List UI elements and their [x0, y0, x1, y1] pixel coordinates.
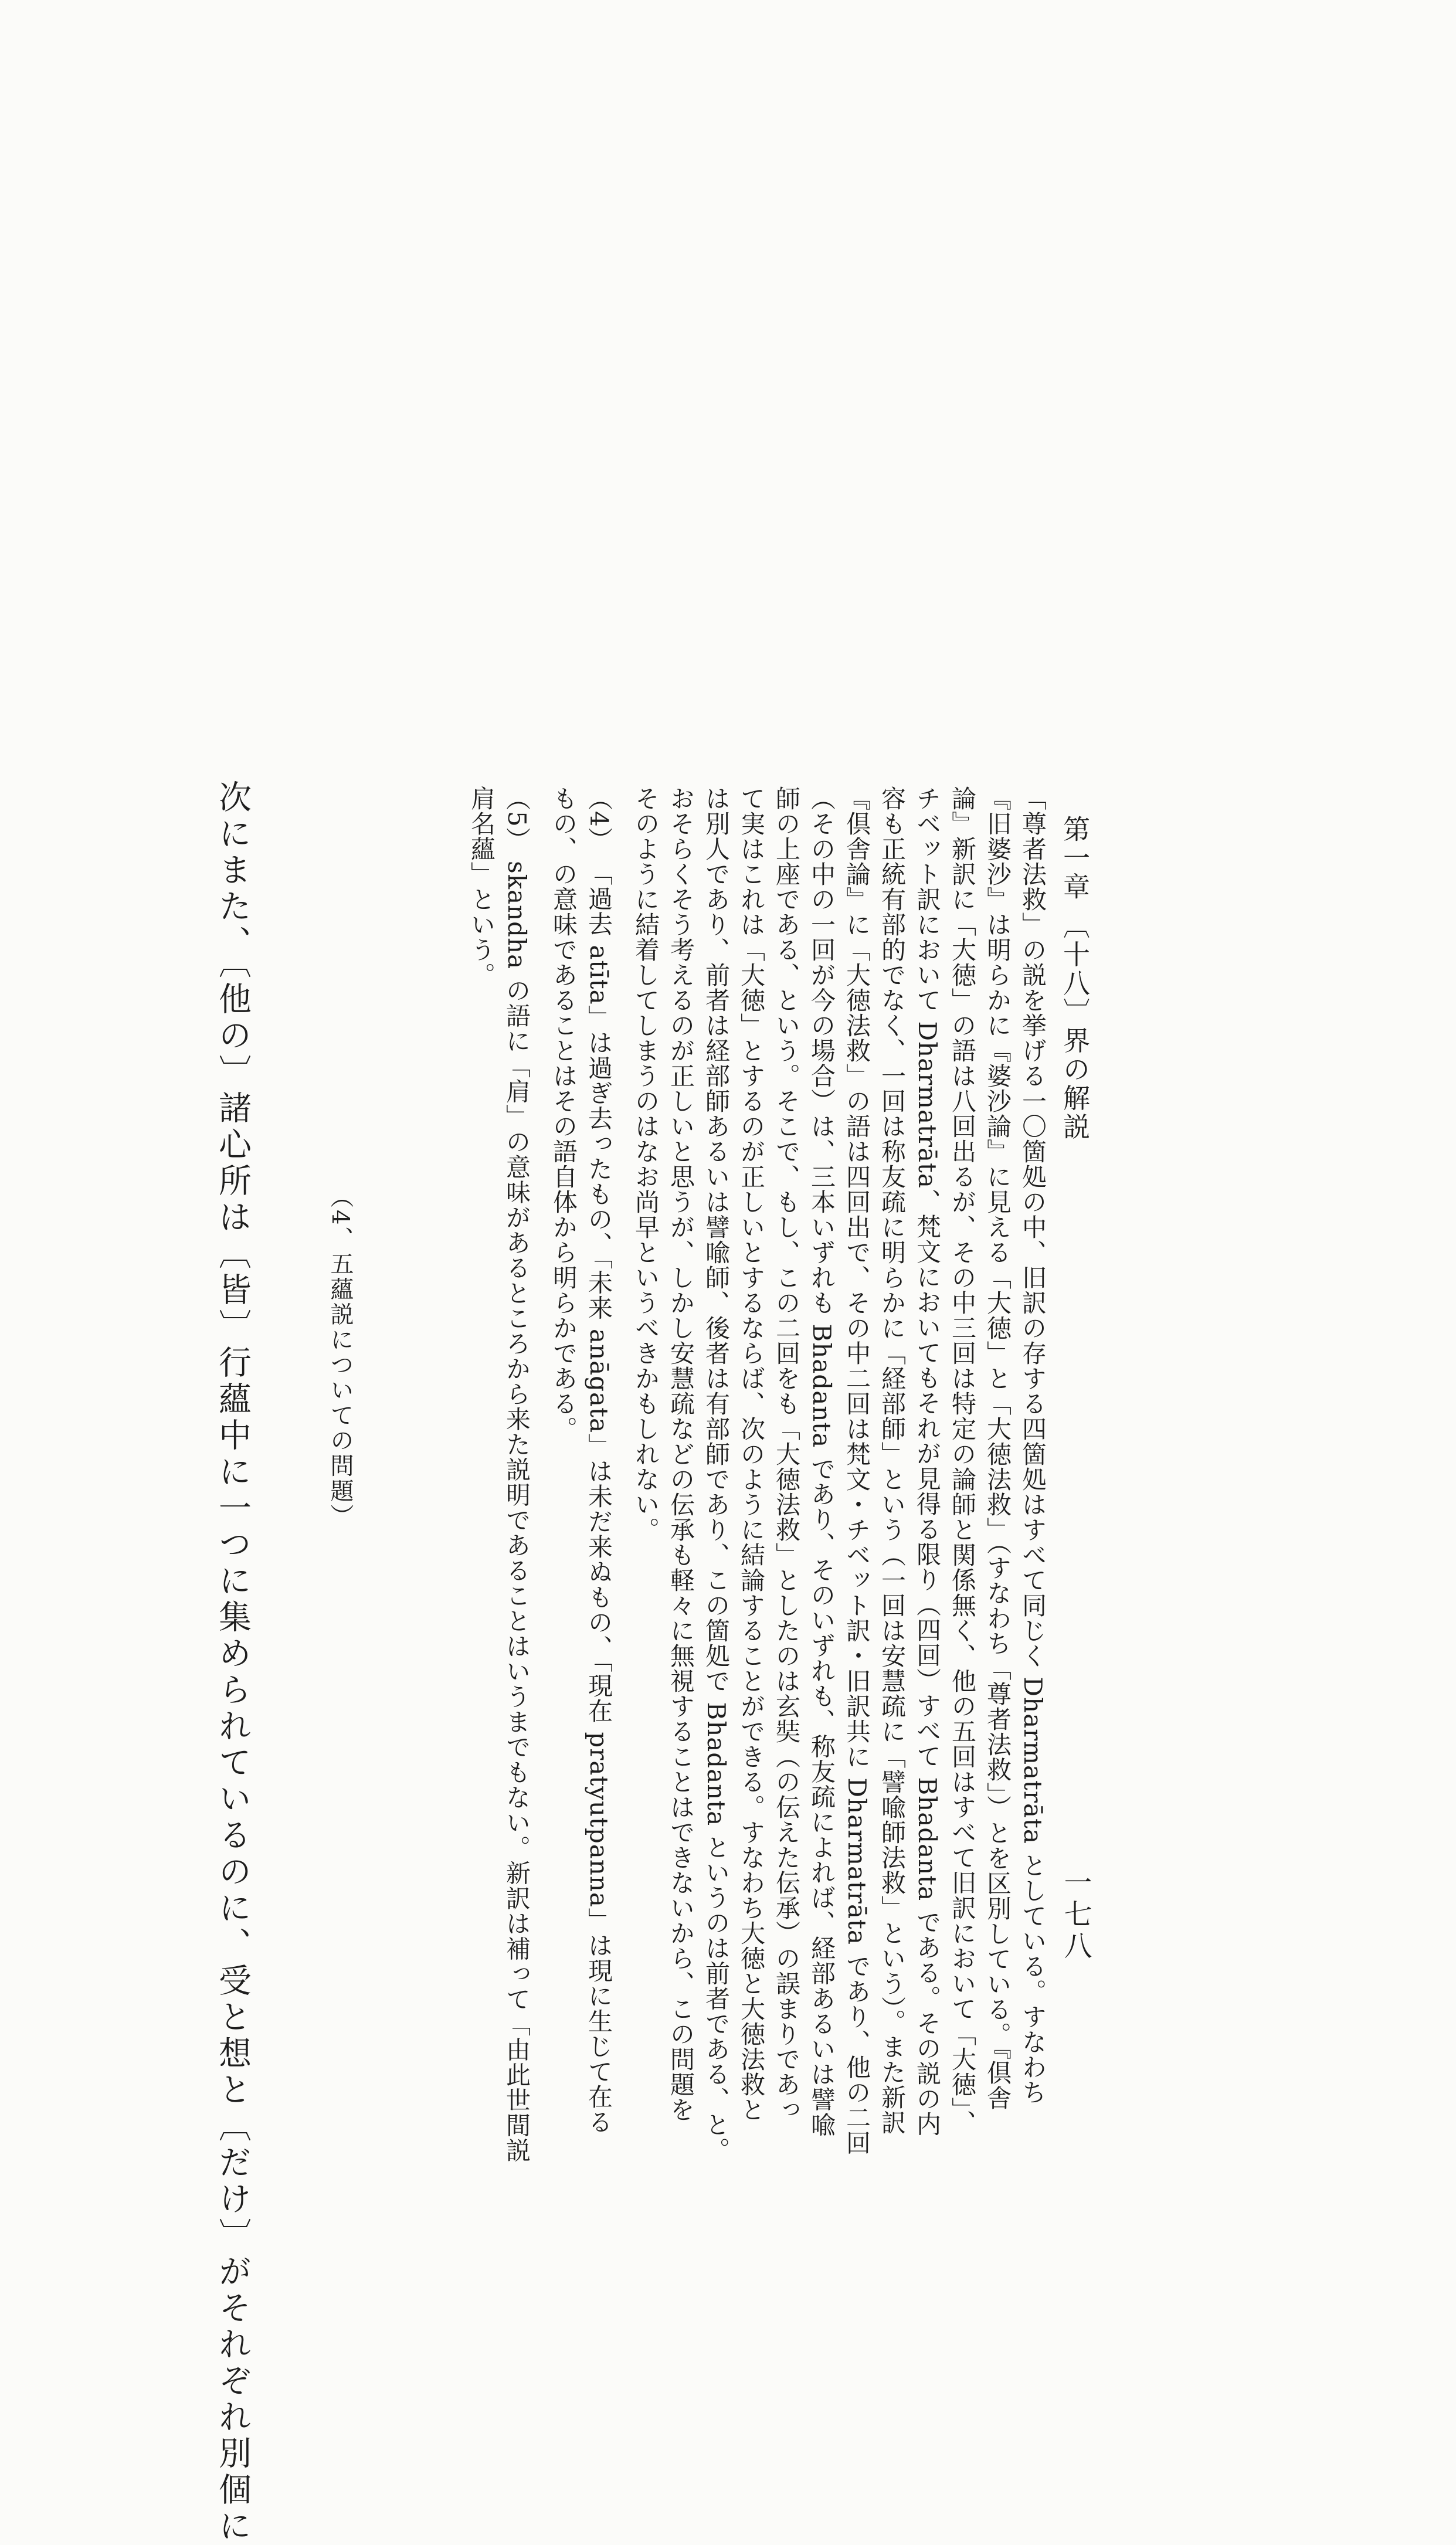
note-line: は別人であり、前者は経部師あるいは譬喩師、後者は有部師であり、この箇処で Bhadanta というのは前者である、と。 [702, 786, 731, 2163]
note-line: おそらくそう考えるのが正しいと思うが、しかし安慧疏などの伝承も軽々に無視することはできないから、この問題を [667, 786, 695, 2122]
note-line: 論』新訳に「大徳」の語は八回出るが、その中三回は特定の論師と関係無く、他の五回はすべて旧訳において「大徳」、 [948, 786, 977, 2135]
note-line: もの、の意味であることはその語自体から明らかである。 [549, 786, 578, 1441]
note-line: チベット訳において Dharmatrāta、梵文においてもそれが見得る限り（四回）すべて Bhadanta である。その説の内 [913, 786, 942, 2137]
note-line: 「尊者法救」の説を挙げる一〇箇処の中、旧訳の存する四箇処はすべて同じく Dharmatrāta としている。すなわち [1019, 786, 1047, 2105]
note-line: 師の上座である、という。そこで、もし、この二回をも「大徳法救」としたのは玄奘（の伝えた伝承）の誤まりであっ [772, 786, 801, 2122]
note-line: 『旧婆沙』は明らかに『婆沙論』に見える「大徳」と「大徳法救」（すなわち「尊者法救」）とを区別している。『倶舎 [983, 786, 1012, 2110]
note-line: て実はこれは「大徳」とするのが正しいとするならば、次のように結論することができる。すなわち大徳と大徳法救と [737, 786, 766, 2122]
page-number: 一七八 [1059, 1868, 1092, 1963]
note-line: （4） 「過去 atīta」は過ぎ去ったもの、「未来 anāgata」は未だ来ぬもの、「現在 pratyutpanna」は現に生じて在る [585, 786, 613, 2135]
main-text-line: 次にまた、〔他の〕諸心所は〔皆〕行蘊中に一つに集められているのに、受と想と〔だけ〕がそれぞれ別個に [213, 780, 252, 2545]
note-line: （その中の一回が今の場合）は、三本いずれも Bhadanta であり、そのいずれも、称友疏によれば、経部あるいは譬喩 [807, 786, 836, 2137]
chapter-title: 第一章 〔十八〕界の解説 [1059, 815, 1091, 1142]
note-line: 容も正統有部的でなく、一回は称友疏に明らかに「経部師」という（一回は安慧疏に「譬喩師法救」という）。また新訳 [878, 786, 907, 2135]
note-line: そのように結着してしまうのはなお尚早というべきかもしれない。 [632, 786, 660, 1542]
note-line: 『倶舎論』に「大徳法救」の語は四回出で、その中二回は梵文・チベット訳・旧訳共に Dharmatrāta であり、他の二回 [843, 786, 871, 2156]
section-heading: （4、五蘊説についての問題） [327, 1185, 354, 1529]
note-line: （5） skandha の語に「肩」の意味があるところから来た説明であることはいうまでもない。新訳は補って「由此世間説 [503, 786, 531, 2163]
note-line: 肩名蘊」という。 [467, 786, 496, 988]
